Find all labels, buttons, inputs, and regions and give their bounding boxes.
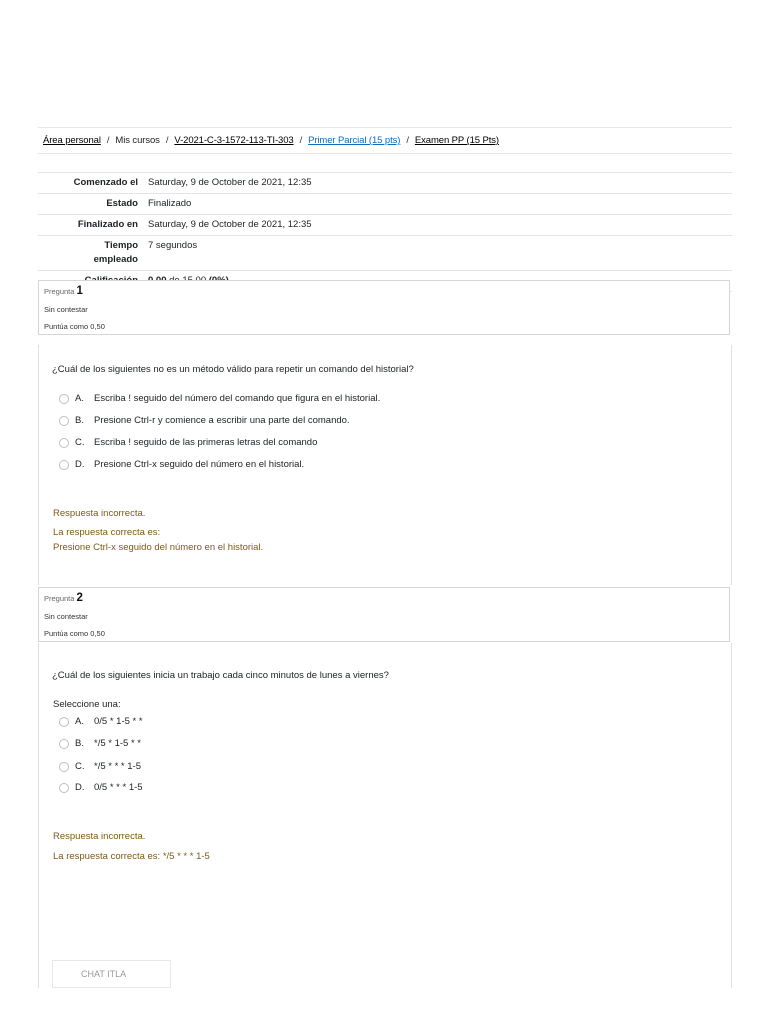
summary-value: Saturday, 9 de October de 2021, 12:35	[148, 173, 732, 194]
summary-row-time	[38, 236, 732, 271]
summary-label: Estado	[38, 194, 148, 215]
answer-text: 0/5 * * * 1-5	[94, 782, 143, 793]
radio-button[interactable]	[59, 394, 69, 404]
question-label: Pregunta	[44, 594, 75, 603]
question-label: Pregunta	[44, 287, 75, 296]
summary-row-finished	[38, 215, 732, 236]
summary-label-line: empleado	[93, 254, 138, 265]
radio-button[interactable]	[59, 438, 69, 448]
breadcrumb-separator: /	[165, 135, 169, 146]
question-status: Sin contestar	[44, 305, 88, 314]
answer-option-d[interactable]	[59, 459, 304, 470]
answer-option-b[interactable]	[59, 415, 350, 426]
question-points: Puntúa como 0,50	[44, 629, 105, 638]
breadcrumb-primer-parcial[interactable]: Primer Parcial (15 pts)	[308, 135, 401, 146]
radio-button[interactable]	[59, 783, 69, 793]
breadcrumb-examen[interactable]: Examen PP (15 Pts)	[414, 135, 499, 146]
answer-option-d[interactable]	[59, 782, 143, 793]
question-points: Puntúa como 0,50	[44, 322, 105, 331]
feedback-incorrect: Respuesta incorrecta.	[53, 831, 146, 842]
breadcrumb-separator: /	[406, 135, 409, 146]
answer-letter: D.	[75, 459, 85, 470]
question-text: ¿Cuál de los siguientes no es un método válido para repetir un comando del historial?	[52, 364, 414, 375]
answer-letter: A.	[75, 716, 84, 727]
question-text: ¿Cuál de los siguientes inicia un trabajo cada cinco minutos de lunes a viernes?	[52, 670, 389, 681]
summary-label	[38, 236, 148, 271]
question-2-content	[38, 643, 732, 988]
chat-itla-button[interactable]: CHAT ITLA	[52, 960, 171, 988]
answer-option-c[interactable]	[59, 761, 141, 772]
radio-button[interactable]	[59, 762, 69, 772]
question-number	[44, 285, 83, 297]
summary-row-started	[38, 173, 732, 194]
feedback-correct-answer: La respuesta correcta es: */5 * * * 1-5	[53, 851, 210, 862]
summary-value: Finalizado	[148, 194, 732, 215]
answer-text: */5 * * * 1-5	[94, 761, 141, 772]
answer-text: Escriba ! seguido de las primeras letras del comando	[94, 437, 318, 448]
summary-label: Finalizado en	[38, 215, 148, 236]
answer-option-b[interactable]	[59, 738, 141, 749]
question-status: Sin contestar	[44, 612, 88, 621]
breadcrumb-course[interactable]: V-2021-C-3-1572-113-TI-303	[174, 135, 294, 146]
breadcrumb-separator: /	[299, 135, 303, 146]
question-1-info	[38, 280, 730, 335]
breadcrumb-mis-cursos[interactable]: Mis cursos	[115, 135, 160, 146]
summary-value: 7 segundos	[148, 236, 732, 271]
select-one-prompt: Seleccione una:	[53, 699, 121, 710]
breadcrumb-area-personal[interactable]: Área personal	[43, 135, 101, 146]
feedback-correct-label: La respuesta correcta es:	[53, 527, 161, 538]
answer-option-c[interactable]	[59, 437, 317, 448]
answer-text: */5 * 1-5 * *	[94, 738, 141, 749]
feedback-correct-answer: Presione Ctrl-x seguido del número en el historial.	[53, 542, 264, 553]
feedback-incorrect: Respuesta incorrecta.	[53, 508, 146, 519]
answer-option-a[interactable]	[59, 716, 143, 727]
question-number-value: 2	[76, 592, 83, 604]
answer-text: 0/5 * 1-5 * *	[94, 716, 143, 727]
summary-value: Saturday, 9 de October de 2021, 12:35	[148, 215, 732, 236]
answer-letter: B.	[75, 738, 84, 749]
answer-text: Escriba ! seguido del número del comando que figura en el historial.	[94, 393, 381, 404]
question-number-value: 1	[76, 285, 83, 297]
answer-text: Presione Ctrl-x seguido del número en el historial.	[94, 459, 305, 470]
answer-letter: A.	[75, 393, 84, 404]
radio-button[interactable]	[59, 416, 69, 426]
attempt-summary-table	[38, 172, 732, 292]
question-1-content	[38, 345, 732, 585]
radio-button[interactable]	[59, 460, 69, 470]
question-number	[44, 592, 83, 604]
answer-letter: D.	[75, 782, 85, 793]
radio-button[interactable]	[59, 739, 69, 749]
answer-text: Presione Ctrl-r y comience a escribir una parte del comando.	[94, 415, 350, 426]
answer-option-a[interactable]	[59, 393, 380, 404]
summary-row-state	[38, 194, 732, 215]
answer-letter: C.	[75, 437, 85, 448]
breadcrumb-separator: /	[106, 135, 110, 146]
answer-letter: C.	[75, 761, 85, 772]
question-2-info	[38, 587, 730, 642]
radio-button[interactable]	[59, 717, 69, 727]
summary-label: Comenzado el	[38, 173, 148, 194]
summary-label-line: Tiempo	[104, 240, 138, 251]
breadcrumb	[38, 127, 732, 154]
answer-letter: B.	[75, 415, 84, 426]
